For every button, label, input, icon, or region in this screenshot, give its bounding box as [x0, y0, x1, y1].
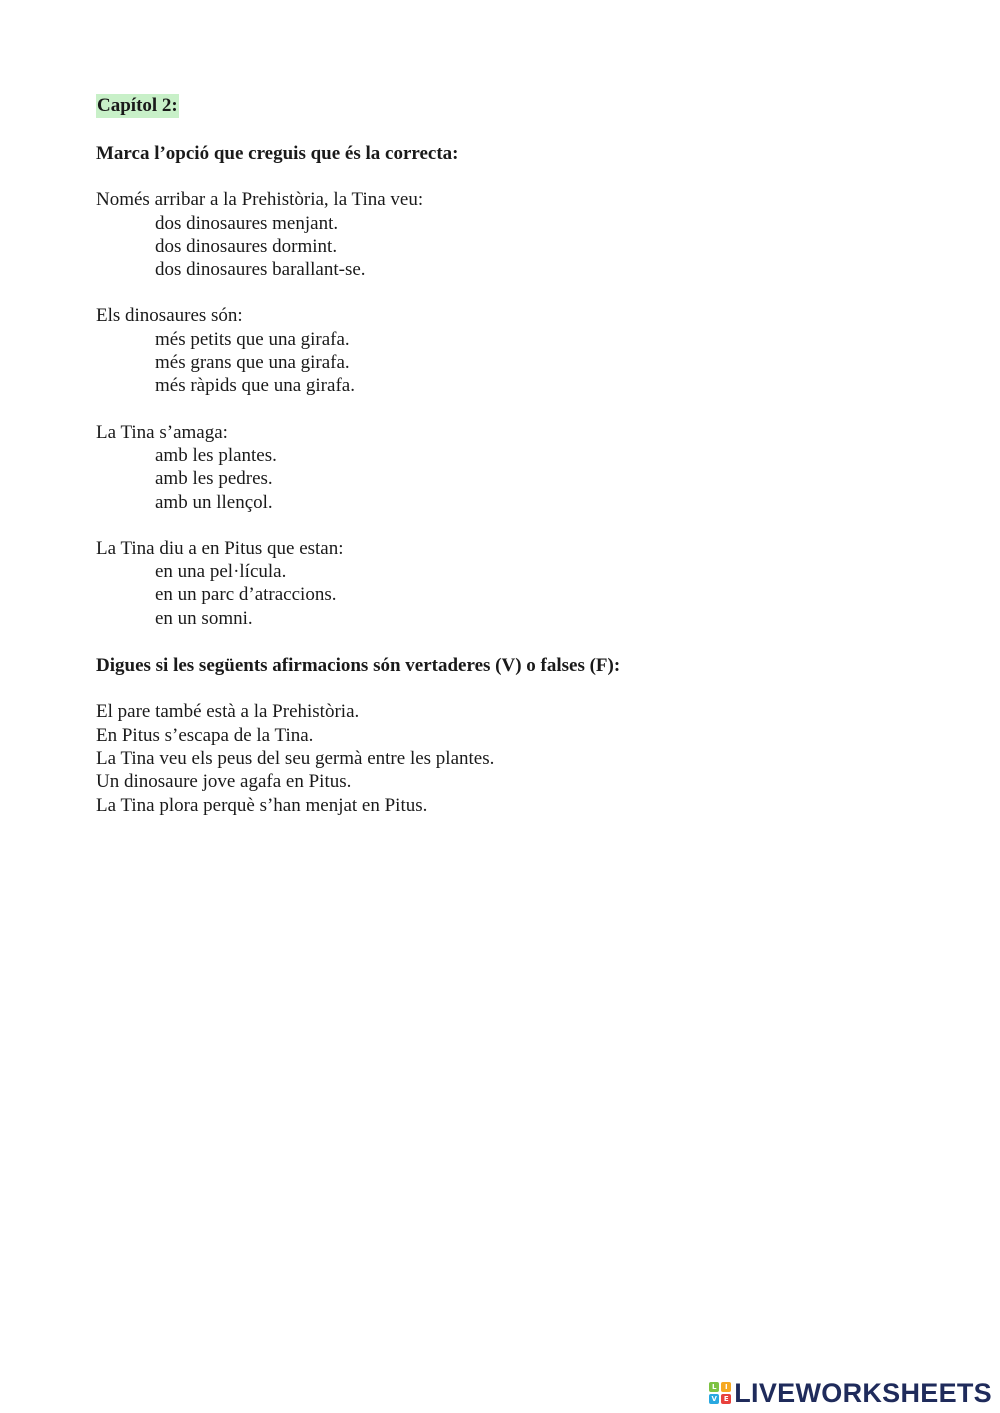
option-list [96, 560, 916, 630]
question-text: Només arribar a la Prehistòria, la Tina veu: [96, 189, 424, 211]
option-item[interactable]: dos dinosaures barallant-se. [155, 259, 366, 281]
question-text: La Tina s’amaga: [96, 421, 228, 443]
option-item[interactable]: amb un llençol. [155, 491, 273, 513]
question-block-3 [96, 421, 916, 514]
liveworksheets-logo [709, 1379, 992, 1407]
option-item[interactable]: en un somni. [155, 607, 253, 629]
chapter-title: Capítol 2: [97, 95, 178, 116]
question-block-2 [96, 304, 916, 397]
question-block-4 [96, 537, 916, 630]
logo-tile: I [721, 1382, 731, 1392]
option-item[interactable]: més ràpids que una girafa. [155, 375, 355, 397]
question-text: La Tina diu a en Pitus que estan: [96, 537, 344, 559]
option-item[interactable]: amb les pedres. [155, 468, 273, 490]
worksheet-page [96, 94, 916, 817]
option-item[interactable]: més petits que una girafa. [155, 328, 350, 350]
statement-item: Un dinosaure jove agafa en Pitus. [96, 771, 352, 793]
statement-item: La Tina veu els peus del seu germà entre les plantes. [96, 747, 495, 769]
question-text: Els dinosaures són: [96, 305, 243, 327]
question-block-1 [96, 188, 916, 281]
true-false-instruction: Digues si les següents afirmacions són vertaderes (V) o falses (F): [96, 655, 621, 677]
option-item[interactable]: dos dinosaures menjant. [155, 212, 339, 234]
option-item[interactable]: amb les plantes. [155, 444, 277, 466]
statement-item: La Tina plora perquè s’han menjat en Pitus. [96, 794, 428, 816]
logo-wordmark: LIVEWORKSHEETS [734, 1378, 992, 1408]
multiple-choice-instruction: Marca l’opció que creguis que és la correcta: [96, 143, 459, 164]
option-list [96, 328, 916, 398]
statement-list [96, 700, 916, 816]
option-item[interactable]: en un parc d’atraccions. [155, 584, 337, 606]
logo-tile: V [709, 1394, 719, 1404]
statement-item: En Pitus s’escapa de la Tina. [96, 724, 314, 746]
option-item[interactable]: dos dinosaures dormint. [155, 235, 338, 257]
option-list [96, 212, 916, 282]
option-item[interactable]: en una pel·lícula. [155, 561, 287, 583]
logo-tile: L [709, 1382, 719, 1392]
option-item[interactable]: més grans que una girafa. [155, 352, 350, 374]
statement-item: El pare també està a la Prehistòria. [96, 701, 360, 723]
option-list [96, 444, 916, 514]
logo-tile: E [721, 1394, 731, 1404]
logo-tiles-icon [709, 1382, 731, 1404]
